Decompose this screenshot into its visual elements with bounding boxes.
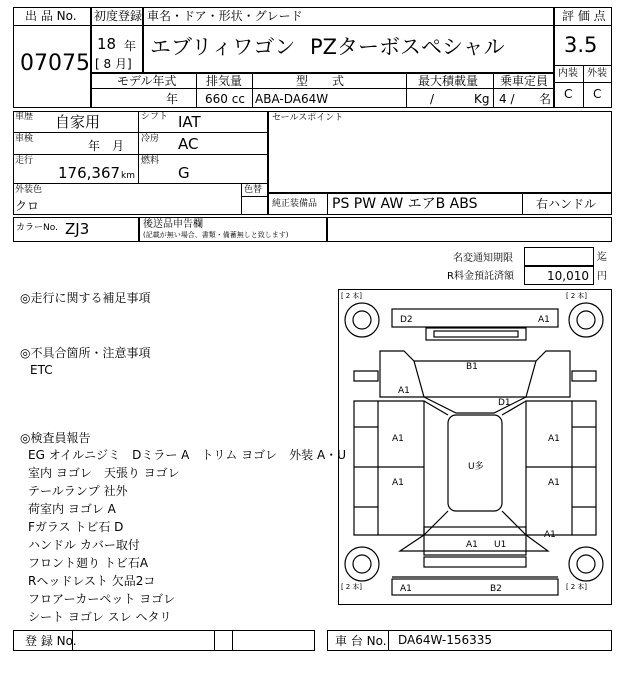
inspector-line: Fガラス トビ石 D bbox=[28, 520, 124, 534]
exterior-label: 外装 bbox=[587, 68, 607, 79]
inspector-line: フロント廻り トビ石A bbox=[28, 556, 149, 570]
name-change-label: 名変通知期限 bbox=[453, 253, 513, 264]
car-history: 自家用 bbox=[55, 113, 101, 131]
mark-a1-right-rear: A1 bbox=[544, 530, 556, 540]
tire-count-rr: [ 2 本] bbox=[566, 583, 587, 591]
wheel-rear-right bbox=[569, 547, 603, 581]
exterior-color: クロ bbox=[15, 199, 40, 213]
recycle-label: R料金預託済額 bbox=[447, 271, 514, 282]
first-reg-year: 18 bbox=[97, 35, 117, 53]
history-label: 車歴 bbox=[15, 112, 34, 122]
capacity-unit: 名 bbox=[539, 92, 552, 106]
tire-count-rl: [ 2 本] bbox=[341, 583, 362, 591]
mark-a1-right-door2: A1 bbox=[548, 478, 560, 488]
mileage-label: 走行 bbox=[15, 156, 34, 166]
score-label: 評 価 点 bbox=[562, 9, 606, 23]
first-reg-month: [ 8 月] bbox=[95, 57, 132, 71]
mark-d2: D2 bbox=[400, 315, 413, 325]
name-change-box bbox=[524, 247, 594, 266]
mark-a1-back: A1 bbox=[466, 540, 478, 550]
inspector-line: 荷室内 ヨゴレ A bbox=[28, 502, 116, 516]
name-change-unit: 迄 bbox=[597, 252, 607, 263]
inspector-line: テールランプ 社外 bbox=[28, 484, 128, 498]
air-conditioner: AC bbox=[178, 135, 199, 153]
chassis-label: 車 台 No. bbox=[335, 634, 387, 648]
driving-notes-title: ◎走行に関する補足事項 bbox=[20, 291, 151, 305]
capacity: 4 / bbox=[499, 92, 515, 106]
inspector-line: EG オイルニジミ Dミラー A トリム ヨゴレ 外装 A・U bbox=[28, 448, 346, 462]
max-load-label: 最大積載量 bbox=[418, 74, 479, 88]
displacement: 660 cc bbox=[205, 92, 245, 106]
left-side bbox=[354, 401, 424, 535]
model-type: ABA-DA64W bbox=[255, 92, 329, 106]
first-registration-label: 初度登録 bbox=[94, 9, 143, 23]
inspector-title: ◎検査員報告 bbox=[20, 431, 91, 445]
mark-b2: B2 bbox=[490, 584, 502, 594]
wheel-front-right bbox=[569, 303, 603, 337]
wheel-front-left bbox=[345, 303, 379, 337]
defects-title: ◎不具合箇所・注意事項 bbox=[20, 346, 151, 360]
color-label: 外装色 bbox=[15, 185, 43, 195]
recycle-unit: 円 bbox=[597, 271, 607, 282]
interior-score: C bbox=[564, 87, 573, 101]
shift-label: シフト bbox=[141, 112, 169, 122]
car-grade: PZターボスペシャル bbox=[310, 35, 505, 59]
evaluation-score: 3.5 bbox=[564, 33, 598, 57]
mark-a1-right-door1: A1 bbox=[548, 434, 560, 444]
inspection-label: 車検 bbox=[15, 134, 34, 144]
lot-number: 07075 bbox=[20, 51, 90, 76]
model-year-unit: 年 bbox=[166, 92, 179, 106]
max-load: / bbox=[430, 92, 435, 106]
car-damage-diagram bbox=[338, 289, 612, 605]
left-mirror bbox=[354, 371, 378, 381]
front-grille bbox=[426, 328, 526, 340]
car-name-label: 車名・ドア・形状・グレード bbox=[147, 9, 303, 23]
inspection: 年 月 bbox=[88, 139, 125, 153]
aftermarket-value-box bbox=[327, 217, 612, 242]
inspector-line: ハンドル カバー取付 bbox=[28, 538, 140, 552]
fuel: G bbox=[178, 164, 190, 182]
tire-count-fr: [ 2 本] bbox=[566, 292, 587, 300]
mark-a1-left-front: A1 bbox=[398, 386, 410, 396]
sales-point-label: セールスポイント bbox=[272, 113, 344, 123]
right-mirror bbox=[572, 371, 596, 381]
ac-label: 冷房 bbox=[141, 134, 160, 144]
defect-item: ETC bbox=[30, 363, 53, 377]
inspector-line: フロアーカーペット ヨゴレ bbox=[28, 592, 176, 606]
exterior-score: C bbox=[593, 87, 602, 101]
max-load-unit: Kg bbox=[474, 92, 490, 106]
displacement-label: 排気量 bbox=[206, 74, 243, 88]
tire-count-fl: [ 2 本] bbox=[341, 292, 362, 300]
mark-a1-front-bumper: A1 bbox=[538, 315, 550, 325]
recycle-value: 10,010 bbox=[547, 269, 589, 283]
inspector-line: 室内 ヨゴレ 天張り ヨゴレ bbox=[28, 466, 180, 480]
mark-d1: D1 bbox=[498, 398, 511, 408]
interior-label: 内装 bbox=[558, 68, 578, 79]
chassis-number: DA64W-156335 bbox=[398, 633, 493, 647]
mark-a1-left-door2: A1 bbox=[392, 478, 404, 488]
mark-b1: B1 bbox=[466, 362, 478, 372]
lot-number-label: 出 品 No. bbox=[25, 9, 77, 23]
type-label: 型 式 bbox=[296, 74, 345, 88]
color-number: ZJ3 bbox=[65, 220, 90, 238]
mark-a1-rear-bumper: A1 bbox=[400, 584, 412, 594]
aftermarket-note: (記載が無い場合、書類・備蓄無しと致します) bbox=[143, 231, 289, 239]
right-side bbox=[526, 401, 596, 535]
mark-u1: U1 bbox=[494, 540, 507, 550]
registration-label: 登 録 No. bbox=[25, 634, 77, 648]
model-year-label: モデル年式 bbox=[117, 74, 177, 88]
wheel-rear-left bbox=[345, 547, 379, 581]
mark-roof: U多 bbox=[468, 462, 484, 472]
equipment-label: 純正装備品 bbox=[272, 199, 318, 209]
capacity-label: 乗車定員 bbox=[500, 74, 549, 88]
aftermarket-label: 後送品申告欄 bbox=[143, 219, 203, 230]
color-change-label: 色替 bbox=[244, 185, 263, 195]
first-reg-year-unit: 年 bbox=[124, 39, 137, 53]
front-bumper bbox=[392, 309, 558, 327]
steering-side: 右ハンドル bbox=[536, 197, 597, 211]
rear-bumper bbox=[392, 579, 558, 595]
mark-a1-left-door1: A1 bbox=[392, 434, 404, 444]
fuel-label: 燃料 bbox=[141, 156, 160, 166]
car-name: エブリィワゴン bbox=[150, 35, 296, 59]
mileage-unit: km bbox=[121, 171, 135, 181]
inspector-line: Rヘッドレスト 欠品2コ bbox=[28, 574, 156, 588]
mileage: 176,367 bbox=[58, 164, 121, 182]
inspector-line: シート ヨゴレ スレ ヘタリ bbox=[28, 610, 172, 624]
equipment: PS PW AW エアB ABS bbox=[332, 196, 478, 212]
color-no-label: カラーNo. bbox=[16, 223, 58, 233]
shift: IAT bbox=[178, 113, 201, 131]
sales-point-box bbox=[268, 111, 612, 193]
rear-trim bbox=[424, 557, 526, 567]
